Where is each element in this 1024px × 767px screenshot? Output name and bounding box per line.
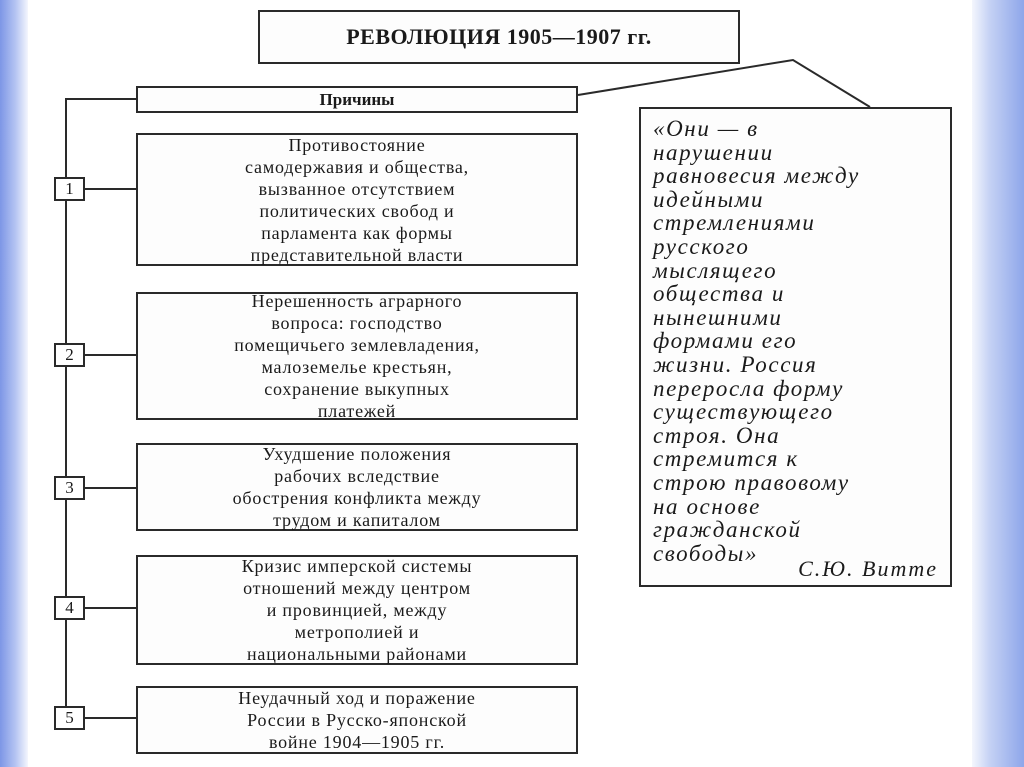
cause-text-line: вызванное отсутствием <box>258 178 456 199</box>
cause-text-line: сохранение выкупных <box>264 379 450 399</box>
cause-text-line: парламента как формы <box>261 222 453 243</box>
diagram-title: РЕВОЛЮЦИЯ 1905—1907 гг. <box>258 10 740 64</box>
cause-box-5 <box>136 686 578 754</box>
cause-number-1: 1 <box>54 177 85 201</box>
quote-line: переросла форму <box>653 375 844 401</box>
quote-line: свободы» <box>653 540 759 566</box>
causes-header: Причины <box>136 86 578 113</box>
cause-text-line: Нерешенность аграрного <box>251 291 463 311</box>
quote-line: формами его <box>653 328 798 354</box>
cause-text-line: Кризис имперской системы <box>241 556 473 576</box>
cause-text-line: Ухудшение положения <box>262 444 452 464</box>
cause-text-line: отношений между центром <box>243 578 471 598</box>
quote-line: существующего <box>653 399 834 425</box>
cause-box-4 <box>136 555 578 665</box>
quote-line: общества и <box>653 281 785 307</box>
cause-text-line: малоземелье крестьян, <box>261 357 453 377</box>
cause-text-line: обострения конфликта между <box>232 488 482 508</box>
cause-text-line: представительной власти <box>250 244 464 265</box>
cause-text-line: национальными районами <box>247 644 467 664</box>
cause-text-line: войне 1904—1905 гг. <box>268 732 446 752</box>
quote-connector <box>578 60 870 107</box>
cause-text-line: платежей <box>317 401 397 421</box>
quote-line: строя. Она <box>653 422 781 448</box>
quote-line: гражданской <box>653 517 802 543</box>
cause-text-line: самодержавия и общества, <box>245 156 469 177</box>
witte-quote-box <box>639 107 952 587</box>
cause-text-line: Противостояние <box>288 134 426 155</box>
cause-box-1 <box>136 133 578 266</box>
cause-box-3 <box>136 443 578 531</box>
cause-text-line: метрополией и <box>294 622 420 642</box>
quote-line: равновесия между <box>653 163 860 189</box>
quote-line: нынешними <box>653 304 783 330</box>
quote-line: стремится к <box>653 446 799 472</box>
cause-number-3: 3 <box>54 476 85 500</box>
quote-line: русского <box>653 233 750 259</box>
quote-line: нарушении <box>653 139 774 165</box>
quote-line: строю правовому <box>653 469 850 495</box>
quote-line: мыслящего <box>653 257 778 283</box>
cause-text-line: вопроса: господство <box>271 313 443 333</box>
cause-text-line: и провинцией, между <box>266 600 448 620</box>
quote-line: идейными <box>653 186 765 212</box>
quote-line: жизни. Россия <box>653 351 818 377</box>
quote-line: «Они — в <box>653 116 759 141</box>
cause-number-5: 5 <box>54 706 85 730</box>
quote-line: на основе <box>653 493 761 519</box>
quote-author: С.Ю. Витте <box>798 556 938 582</box>
cause-text-line: трудом и капиталом <box>273 510 441 530</box>
cause-box-2 <box>136 292 578 420</box>
cause-number-4: 4 <box>54 596 85 620</box>
cause-text-line: Неудачный ход и поражение <box>238 688 476 708</box>
cause-number-2: 2 <box>54 343 85 367</box>
cause-text-line: рабочих вследствие <box>274 466 440 486</box>
quote-line: стремлениями <box>653 210 816 236</box>
cause-text-line: помещичьего землевладения, <box>234 335 480 355</box>
cause-text-line: России в Русско-японской <box>247 710 467 730</box>
cause-text-line: политических свобод и <box>259 200 455 221</box>
